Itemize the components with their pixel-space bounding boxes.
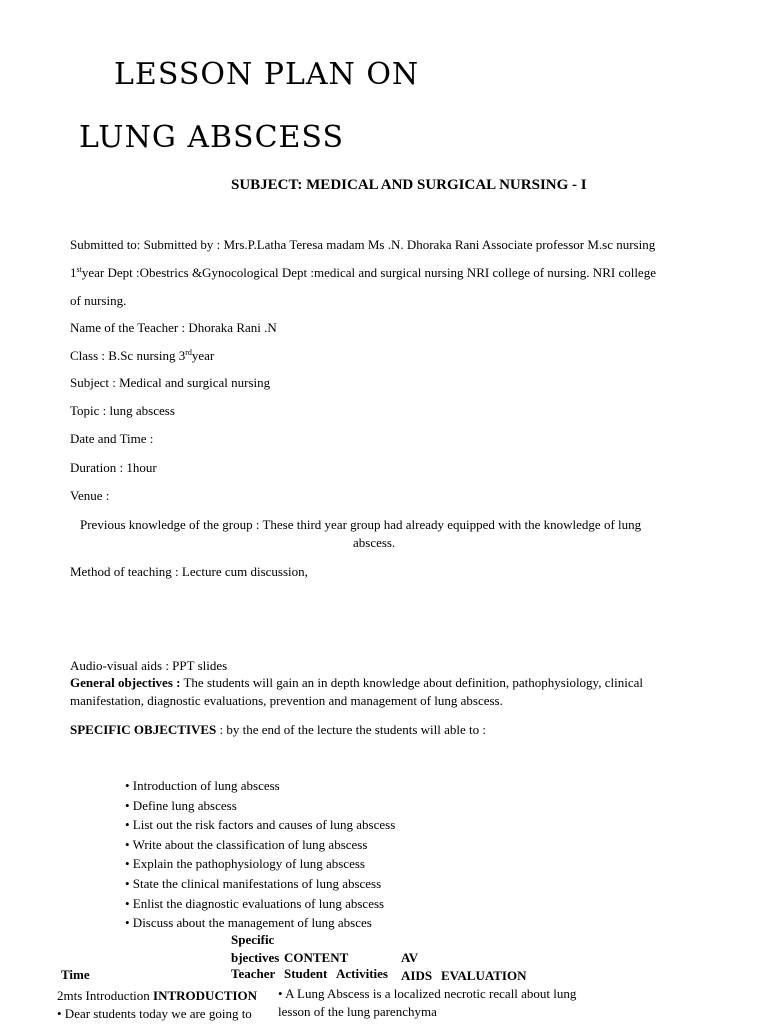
list-item: • Write about the classification of lung abscess [125, 836, 368, 852]
table-cell-content: INTRODUCTION [153, 988, 258, 1003]
year-suffix: st [76, 265, 82, 274]
table-cell-student: • A Lung Abscess is a localized necrotic recall about lung [278, 986, 577, 1001]
table-header-teacher: Teacher [231, 966, 276, 981]
list-item: • Discuss about the management of lung absces [125, 915, 372, 931]
list-item: • Introduction of lung abscess [125, 778, 280, 793]
table-header-av: AV [401, 950, 419, 965]
class-prefix: Class : B.Sc nursing 3 [70, 348, 186, 363]
submission-line-2-text: year Dept :Obestrics &Gynocological Dept :medical and surgical nursing NRI college of nursing. NRI college [81, 265, 656, 280]
table-header-evaluation: EVALUATION [441, 968, 527, 983]
list-item: • List out the risk factors and causes of lung abscess [125, 817, 396, 833]
general-objectives-text: The students will gain an in depth knowledge about definition, pathophysiology, clinical [180, 675, 643, 690]
specific-objectives-label: SPECIFIC OBJECTIVES [70, 722, 217, 737]
table-cell-teacher: • Dear students today we are going to [57, 1006, 252, 1021]
year-number: 1 [70, 265, 77, 280]
general-objectives-line-1 [70, 674, 643, 692]
class-line [70, 347, 214, 365]
specific-objectives-text: : by the end of the lecture the students will able to : [216, 722, 486, 737]
table-row-time [57, 988, 257, 1005]
page-title-line1: LESSON PLAN ON [114, 57, 420, 92]
list-item: • State the clinical manifestations of lung abscess [125, 875, 382, 891]
table-header-activities: Activities [336, 966, 388, 981]
specific-objectives-intro [70, 721, 486, 739]
submission-line-1: Submitted to: Submitted by : Mrs.P.Latha Teresa madam Ms .N. Dhoraka Rani Associate professor M.sc nursing [70, 237, 656, 252]
previous-knowledge-line-2: abscess. [353, 535, 396, 550]
submission-line-3: of nursing. [70, 293, 127, 308]
page-title-line2: LUNG ABSCESS [79, 120, 345, 155]
table-header-time: Time [61, 967, 90, 982]
table-cell-time: 2mts Introduction [57, 988, 150, 1003]
list-item: • Explain the pathophysiology of lung abscess [125, 856, 365, 872]
list-item: • Enlist the diagnostic evaluations of lung abscess [125, 895, 385, 911]
date-time-line: Date and Time : [70, 431, 154, 446]
subject-heading: SUBJECT: MEDICAL AND SURGICAL NURSING - I [231, 177, 587, 193]
general-objectives-line-2: manifestation, diagnostic evaluations, prevention and management of lung abscess. [70, 693, 503, 708]
list-item: • Define lung abscess [125, 797, 237, 813]
duration-line: Duration : 1hour [70, 460, 157, 475]
objectives-list [125, 776, 395, 933]
general-objectives-label: General objectives : [70, 675, 181, 690]
table-header-aids: AIDS [401, 968, 433, 983]
class-sup: rd [185, 348, 192, 357]
table-cell-student-2: lesson of the lung parenchyma [278, 1004, 437, 1019]
table-header-bjectives: bjectives [231, 950, 280, 965]
submission-line-2 [70, 264, 656, 282]
venue-line: Venue : [70, 488, 110, 503]
method-of-teaching: Method of teaching : Lecture cum discussion, [70, 564, 308, 579]
audio-visual-aids: Audio-visual aids : PPT slides [70, 658, 228, 673]
teacher-name: Name of the Teacher : Dhoraka Rani .N [70, 320, 277, 335]
table-header-student: Student [284, 966, 328, 981]
previous-knowledge-line-1: Previous knowledge of the group : These third year group had already equipped with the knowledge of lung [80, 517, 642, 532]
table-header-content: CONTENT [284, 950, 349, 965]
topic-line: Topic : lung abscess [70, 403, 175, 418]
table-header-specific: Specific [231, 932, 275, 947]
subject-line: Subject : Medical and surgical nursing [70, 375, 271, 390]
class-suffix: year [191, 348, 215, 363]
